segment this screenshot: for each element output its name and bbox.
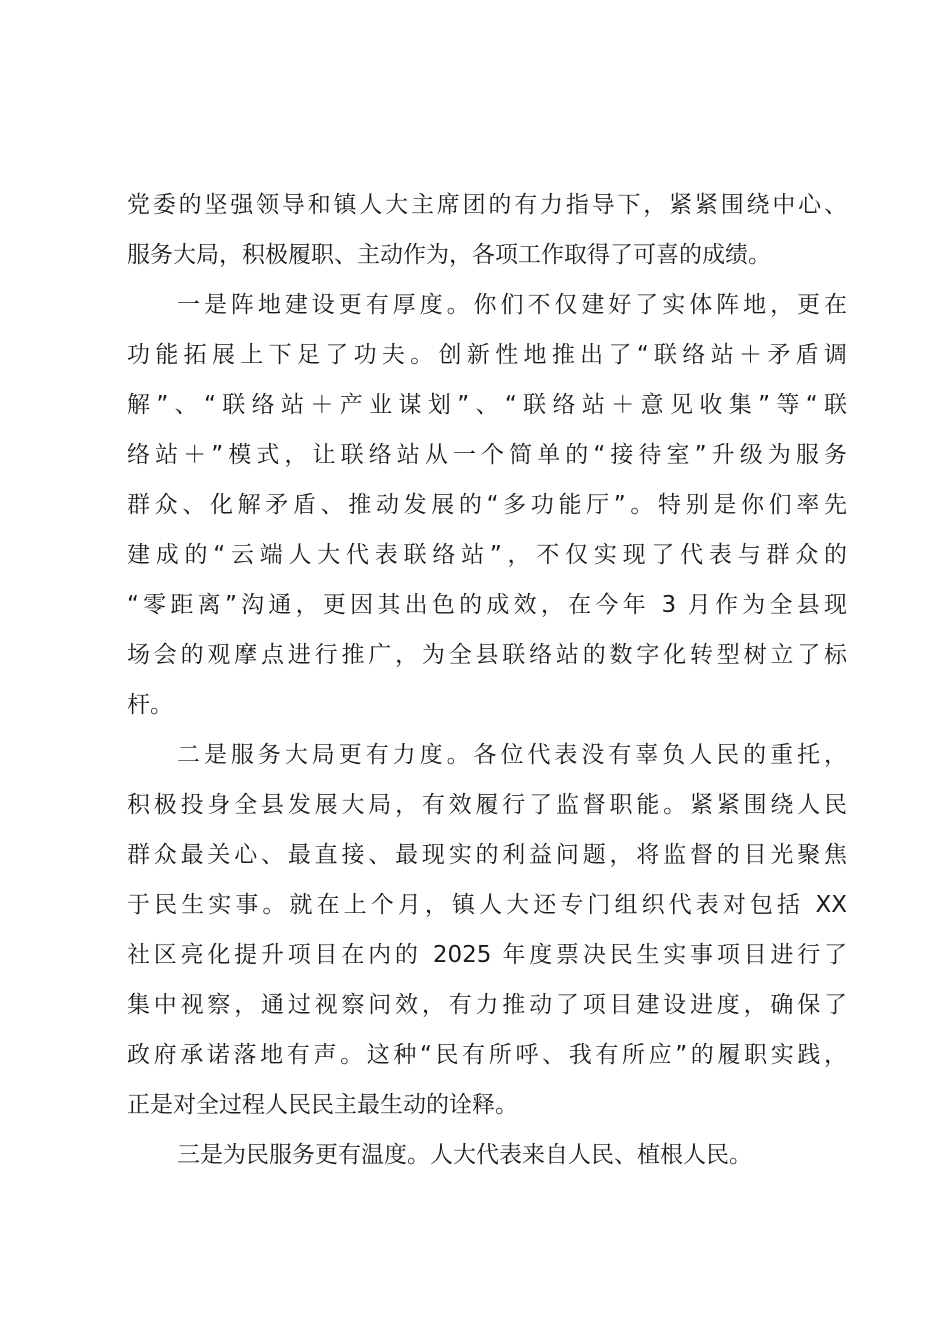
text-line: 积极投身全县发展大局，有效履行了监督职能。紧紧围绕人民 <box>127 792 847 818</box>
text-line: 党委的坚强领导和镇人大主席团的有力指导下，紧紧围绕中心、 <box>127 192 847 218</box>
text-line: 群众最关心、最直接、最现实的利益问题，将监督的目光聚焦 <box>127 842 847 868</box>
text-line: 群众、化解矛盾、推动发展的“多功能厅”。特别是你们率先 <box>127 492 847 518</box>
text-line: 功能拓展上下足了功夫。创新性地推出了“联络站＋矛盾调 <box>127 342 847 368</box>
text-line: 解”、“联络站＋产业谋划”、“联络站＋意见收集”等“联 <box>127 392 847 418</box>
text-line: 场会的观摩点进行推广，为全县联络站的数字化转型树立了标 <box>127 642 847 668</box>
text-line: 于民生实事。就在上个月，镇人大还专门组织代表对包括 XX <box>127 892 847 918</box>
text-line: 建成的“云端人大代表联络站”，不仅实现了代表与群众的 <box>127 542 847 568</box>
text-line: 政府承诺落地有声。这种“民有所呼、我有所应”的履职实践， <box>127 1042 847 1068</box>
paragraph-first-line: 二是服务大局更有力度。各位代表没有辜负人民的重托， <box>177 742 847 768</box>
text-line: 正是对全过程人民民主最生动的诠释。 <box>127 1092 518 1118</box>
text-line: 服务大局，积极履职、主动作为，各项工作取得了可喜的成绩。 <box>127 242 771 268</box>
paragraph-first-line: 一是阵地建设更有厚度。你们不仅建好了实体阵地，更在 <box>177 292 847 318</box>
text-line: 社区亮化提升项目在内的 2025 年度票决民生实事项目进行了 <box>127 942 847 968</box>
text-line: 集中视察，通过视察问效，有力推动了项目建设进度，确保了 <box>127 992 847 1018</box>
text-line: 络站＋”模式，让联络站从一个简单的“接待室”升级为服务 <box>127 442 847 468</box>
text-line: 杆。 <box>127 692 173 718</box>
paragraph-first-line: 三是为民服务更有温度。人大代表来自人民、植根人民。 <box>177 1142 752 1168</box>
text-line: “零距离”沟通，更因其出色的成效，在今年 3 月作为全县现 <box>127 592 847 618</box>
document-body <box>127 180 847 1180</box>
